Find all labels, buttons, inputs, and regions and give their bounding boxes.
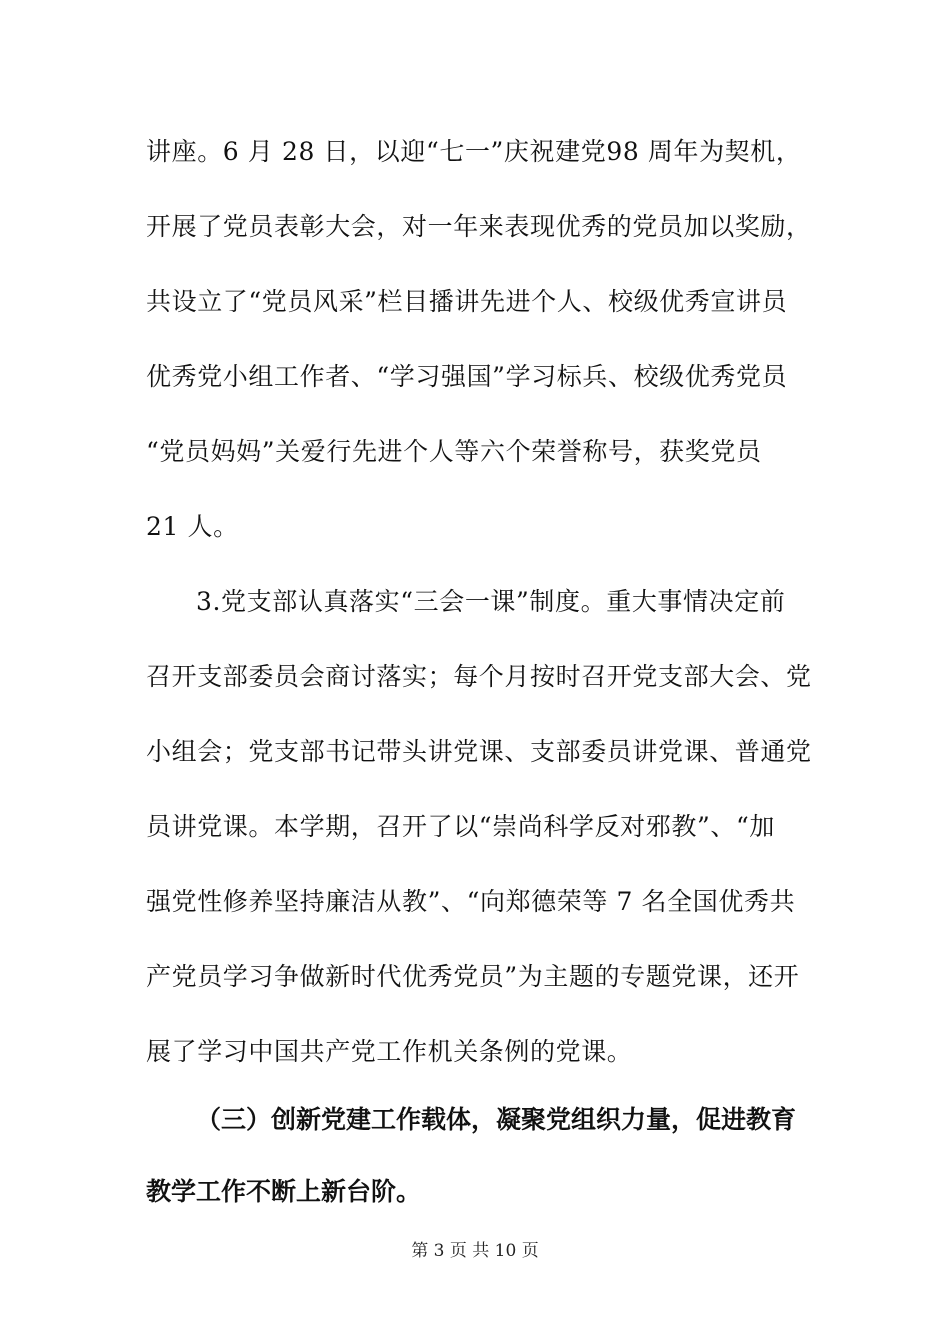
paragraph-line: 21 人。 [146,512,239,541]
paragraph-line: 讲座。6 月 28 日，以迎“七一”庆祝建党98 周年为契机， [146,137,802,166]
paragraph-line: 小组会；党支部书记带头讲党课、支部委员讲党课、普通党 [146,737,812,766]
paragraph-line: 召开支部委员会商讨落实；每个月按时召开党支部大会、党 [146,662,812,691]
paragraph-line: 优秀党小组工作者、“学习强国”学习标兵、校级优秀党员 [146,362,788,391]
paragraph-line: 开展了党员表彰大会，对一年来表现优秀的党员加以奖励， [146,212,812,241]
paragraph-line: 共设立了“党员风采”栏目播讲先进个人、校级优秀宣讲员 [146,287,788,316]
paragraph-line: 展了学习中国共产党工作机关条例的党课。 [146,1037,633,1066]
paragraph-line: “党员妈妈”关爱行先进个人等六个荣誉称号，获奖党员 [146,437,762,466]
section-heading: 教学工作不断上新台阶。 [146,1177,422,1206]
paragraph-line: 强党性修养坚持廉洁从教”、“向郑德荣等 7 名全国优秀共 [146,887,796,916]
paragraph-line: 产党员学习争做新时代优秀党员”为主题的专题党课，还开 [146,962,800,991]
page-footer [0,1240,950,1262]
page-number: 第 3 页 [411,1241,467,1261]
page-total: 共 10 页 [472,1241,539,1261]
section-heading: （三）创新党建工作载体，凝聚党组织力量，促进教育 [196,1105,797,1134]
paragraph-line: 3.党支部认真落实“三会一课”制度。重大事情决定前 [196,587,786,616]
paragraph-line: 员讲党课。本学期，召开了以“崇尚科学反对邪教”、“加 [146,812,775,841]
